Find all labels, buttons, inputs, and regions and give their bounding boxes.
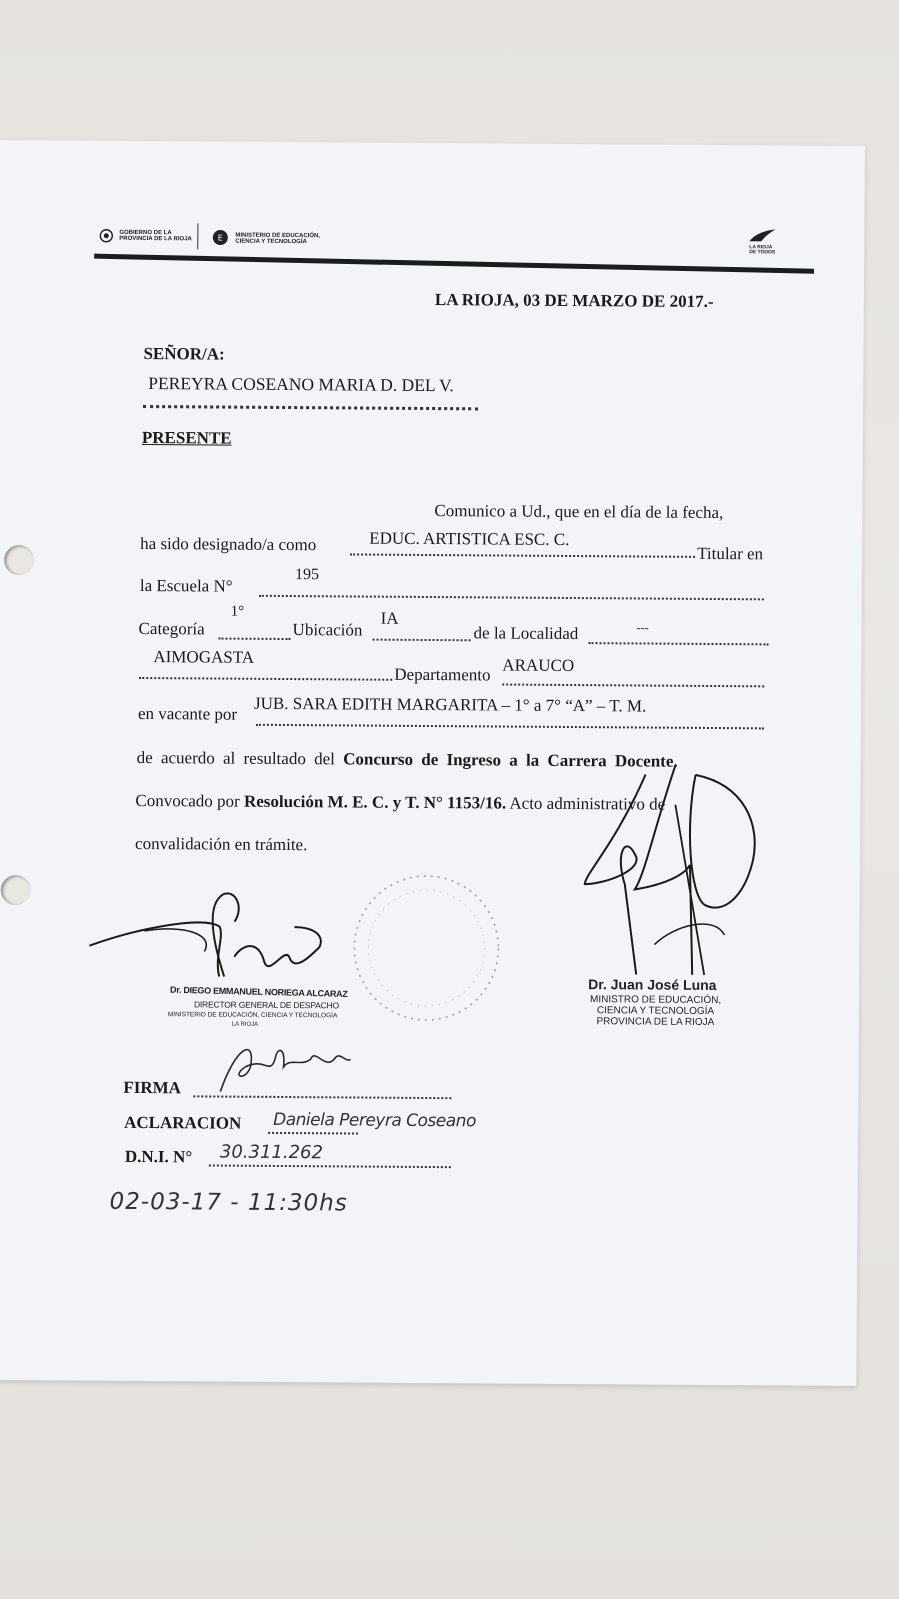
p2-text: de acuerdo al resultado del — [136, 747, 344, 769]
localidad-dots — [588, 642, 768, 645]
categoria-value: 1° — [230, 603, 245, 620]
cargo-value: EDUC. ARTISTICA ESC. C. — [369, 528, 570, 549]
director-org: MINISTERIO DE EDUCACIÓN, CIENCIA Y TECNOLOGÍA — [167, 1011, 338, 1020]
gov-name — [119, 230, 192, 243]
minister-title — [590, 994, 721, 1028]
gov-line1: GOBIERNO DE LA — [119, 229, 172, 237]
header-divider — [197, 223, 198, 249]
vacante-value: JUB. SARA EDITH MARGARITA – 1° a 7° “A” – T. M. — [254, 693, 647, 716]
departamento-value: ARAUCO — [502, 655, 575, 676]
dni-value: 30.311.262 — [219, 1141, 324, 1164]
director-title: DIRECTOR GENERAL DE DESPACHO — [193, 999, 339, 1011]
rioja-logo-text — [749, 245, 775, 255]
p2-bold: Concurso de Ingreso a la Carrera Docente. — [343, 749, 678, 771]
recipient-signature — [215, 1037, 355, 1098]
localidad-name: AIMOGASTA — [153, 647, 255, 667]
director-place: LA RIOJA — [231, 1021, 259, 1028]
minister-name: Dr. Juan José Luna — [588, 976, 717, 994]
aclaracion-value: Daniela Pereyra Coseano — [273, 1109, 476, 1132]
date-line: LA RIOJA, 03 DE MARZO DE 2017.- — [434, 290, 714, 311]
escuela-label: la Escuela N° — [139, 575, 233, 596]
localidad-label: de la Localidad — [473, 623, 579, 644]
titular-label: Titular en — [697, 543, 764, 564]
document-page — [0, 140, 865, 1386]
rioja-line1: LA RIOJA — [749, 244, 773, 251]
vacante-label: en vacante por — [137, 703, 238, 724]
punch-hole-top — [4, 545, 34, 575]
aclaracion-label: ACLARACION — [124, 1112, 242, 1133]
p3-bold: Resolución M. E. C. y T. N° 1153/16. — [243, 791, 507, 813]
presente-label: PRESENTE — [141, 427, 232, 448]
dni-label: D.N.I. N° — [124, 1146, 193, 1167]
intro-text: Comunico a Ud., que en el día de la fecha, — [434, 501, 724, 523]
escuela-number: 195 — [294, 566, 320, 584]
localidad-name-dots — [139, 677, 392, 681]
rioja-line2: DE TODOS — [749, 249, 776, 256]
director-name: Dr. DIEGO EMMANUEL NORIEGA ALCARAZ — [169, 984, 348, 999]
p3-text2: Acto administrativo de — [506, 793, 666, 814]
designado-dots — [350, 553, 695, 557]
minister-line2: CIENCIA Y TECNOLOGÍA — [596, 1005, 715, 1018]
svg-text:E: E — [217, 233, 223, 243]
minister-line3: PROVINCIA DE LA RIOJA — [596, 1016, 715, 1029]
dni-dots — [209, 1164, 451, 1168]
ministry-logo-icon — [212, 229, 228, 250]
escuela-dots — [259, 595, 764, 601]
minister-signature — [574, 764, 766, 985]
ubicacion-value: IA — [380, 608, 399, 628]
punch-hole-bottom — [1, 875, 31, 905]
gov-logo-icon — [99, 229, 113, 248]
ministry-line2: CIENCIA Y TECNOLOGÍA — [235, 238, 307, 246]
ministry-line1: MINISTERIO DE EDUCACIÓN, — [235, 232, 321, 240]
departamento-label: Departamento — [394, 664, 491, 685]
recipient-name: PEREYRA COSEANO MARIA D. DEL V. — [148, 373, 454, 396]
localidad-value: --- — [636, 620, 649, 635]
ministry-name — [235, 233, 320, 246]
departamento-dots — [502, 684, 764, 688]
gov-line2: PROVINCIA DE LA RIOJA — [119, 235, 192, 243]
recipient-label: SEÑOR/A: — [143, 344, 225, 364]
recipient-dots — [143, 405, 478, 410]
vacante-dots — [256, 724, 764, 730]
official-stamp — [346, 867, 507, 1028]
firma-label: FIRMA — [123, 1077, 182, 1098]
ubicacion-label: Ubicación — [292, 620, 363, 640]
designado-label: ha sido designado/a como — [140, 533, 317, 555]
categoria-label: Categoría — [138, 618, 205, 639]
director-signature — [84, 886, 335, 998]
minister-line1: MINISTRO DE EDUCACIÓN, — [589, 994, 722, 1007]
categoria-dots — [219, 638, 291, 641]
handwritten-datetime: 02-03-17 - 11:30hs — [109, 1188, 348, 1217]
aclaracion-dots — [268, 1132, 358, 1135]
paragraph-convalidacion: convalidación en trámite. — [135, 833, 308, 855]
ubicacion-dots — [373, 639, 471, 642]
p3-text: Convocado por — [135, 790, 245, 811]
header-bar — [94, 254, 814, 274]
